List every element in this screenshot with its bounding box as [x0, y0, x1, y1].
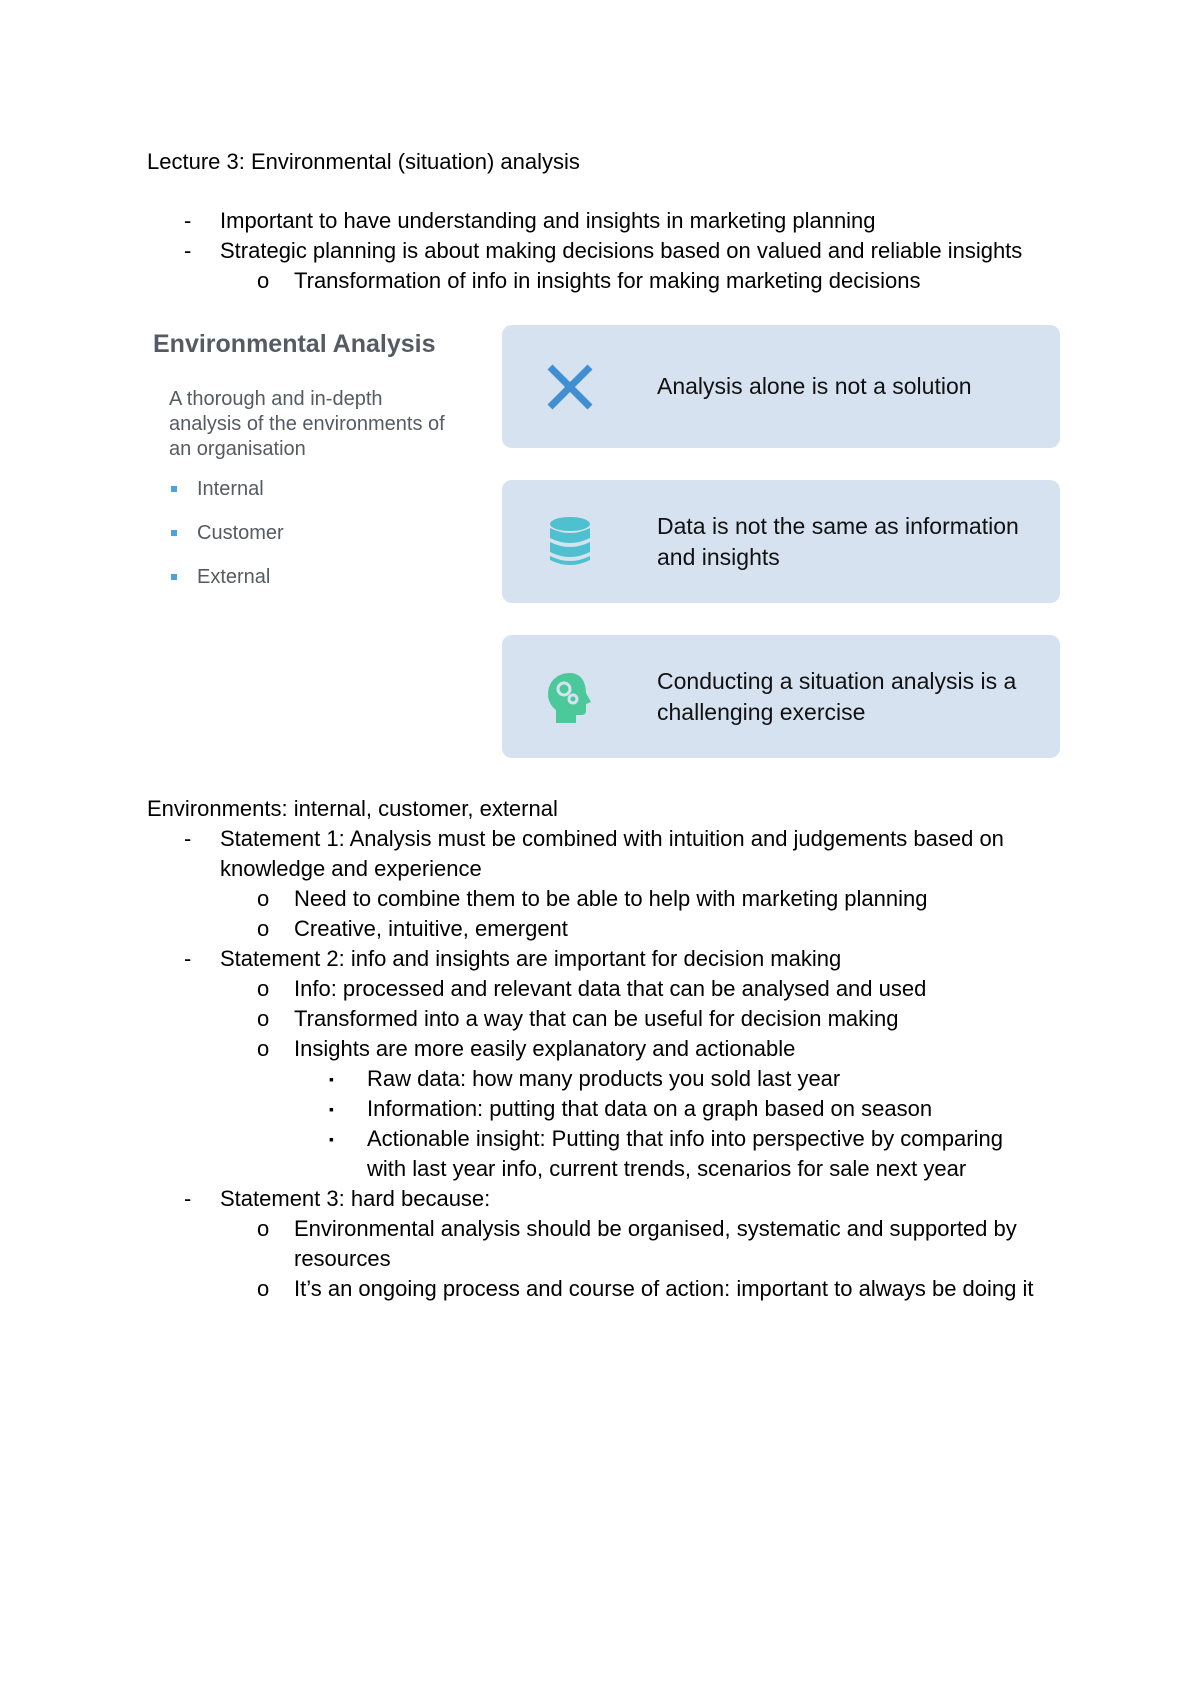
list-item	[147, 944, 1047, 974]
dash-marker: -	[184, 1186, 192, 1211]
circle-marker: o	[257, 1036, 270, 1061]
slide-bullet-list	[169, 477, 284, 609]
environmental-analysis-slide	[147, 325, 1067, 765]
square-bullet-icon	[171, 530, 177, 536]
slide-card	[502, 325, 1060, 448]
circle-marker: o	[257, 1276, 270, 1301]
list-item-text: Statement 3: hard because:	[220, 1186, 491, 1211]
list-item-text: Info: processed and relevant data that can be analysed and used	[294, 976, 927, 1001]
list-item	[147, 1124, 1047, 1184]
square-bullet-icon	[171, 574, 177, 580]
slide-description: A thorough and in-depth analysis of the environments of an organisation	[169, 388, 445, 460]
list-item-text: Raw data: how many products you sold last year	[367, 1066, 841, 1091]
list-item-text: Statement 1: Analysis must be combined with intuition and judgements based on knowledge and experience	[220, 826, 1004, 881]
head-gears-icon	[542, 669, 598, 725]
list-item-text: Insights are more easily explanatory and actionable	[294, 1036, 796, 1061]
circle-marker: o	[257, 1216, 270, 1241]
dash-marker: -	[184, 208, 192, 233]
card-text: Data is not the same as information and insights	[657, 512, 1019, 570]
square-marker: ▪	[329, 1101, 334, 1117]
dash-marker: -	[184, 238, 192, 263]
slide-bullet-text: External	[197, 566, 271, 588]
slide-bullet	[169, 521, 284, 565]
list-item	[147, 266, 1047, 296]
environments-heading: Environments: internal, customer, external	[147, 796, 558, 821]
card-text: Analysis alone is not a solution	[657, 373, 972, 399]
lecture-title: Lecture 3: Environmental (situation) analysis	[147, 149, 580, 174]
list-item	[147, 824, 1047, 884]
list-item	[147, 1064, 1047, 1094]
circle-marker: o	[257, 916, 270, 941]
circle-marker: o	[257, 1006, 270, 1031]
slide-card	[502, 480, 1060, 603]
list-item-text: Transformed into a way that can be useful for decision making	[294, 1006, 899, 1031]
square-marker: ▪	[329, 1131, 334, 1147]
dash-marker: -	[184, 826, 192, 851]
list-item-text: It’s an ongoing process and course of action: important to always be doing it	[294, 1276, 1034, 1301]
list-item-text: Creative, intuitive, emergent	[294, 916, 568, 941]
list-item	[147, 206, 1047, 236]
x-icon	[542, 359, 598, 415]
list-item-text: Statement 2: info and insights are important for decision making	[220, 946, 842, 971]
slide-bullet-text: Customer	[197, 522, 284, 544]
list-item	[147, 1184, 1047, 1214]
list-item	[147, 974, 1047, 1004]
slide-bullet	[169, 565, 284, 609]
list-item	[147, 1214, 1047, 1274]
square-bullet-icon	[171, 486, 177, 492]
list-item	[147, 236, 1047, 266]
list-item-text: Environmental analysis should be organised, systematic and supported by resources	[294, 1216, 1017, 1271]
list-item	[147, 1004, 1047, 1034]
statements-list	[147, 824, 1047, 1304]
card-text: Conducting a situation analysis is a challenging exercise	[657, 667, 1017, 725]
slide-bullet-text: Internal	[197, 478, 264, 500]
list-item-text: Actionable insight: Putting that info into perspective by comparing with last year info, current trends, scenarios for sale next year	[367, 1126, 1003, 1181]
slide-card	[502, 635, 1060, 758]
square-marker: ▪	[329, 1071, 334, 1087]
slide-bullet	[169, 477, 284, 521]
circle-marker: o	[257, 268, 270, 293]
list-item-text: Need to combine them to be able to help with marketing planning	[294, 886, 928, 911]
list-item	[147, 884, 1047, 914]
list-item-text: Important to have understanding and insights in marketing planning	[220, 208, 876, 233]
list-item	[147, 1094, 1047, 1124]
list-item	[147, 1034, 1047, 1064]
dash-marker: -	[184, 946, 192, 971]
circle-marker: o	[257, 976, 270, 1001]
list-item-text: Information: putting that data on a graph based on season	[367, 1096, 933, 1121]
list-item-text: Strategic planning is about making decisions based on valued and reliable insights	[220, 238, 1023, 263]
list-item	[147, 914, 1047, 944]
list-item-text: Transformation of info in insights for making marketing decisions	[294, 268, 921, 293]
intro-list	[147, 206, 1047, 296]
database-icon	[542, 514, 598, 570]
circle-marker: o	[257, 886, 270, 911]
list-item	[147, 1274, 1047, 1304]
slide-title: Environmental Analysis	[153, 330, 436, 358]
